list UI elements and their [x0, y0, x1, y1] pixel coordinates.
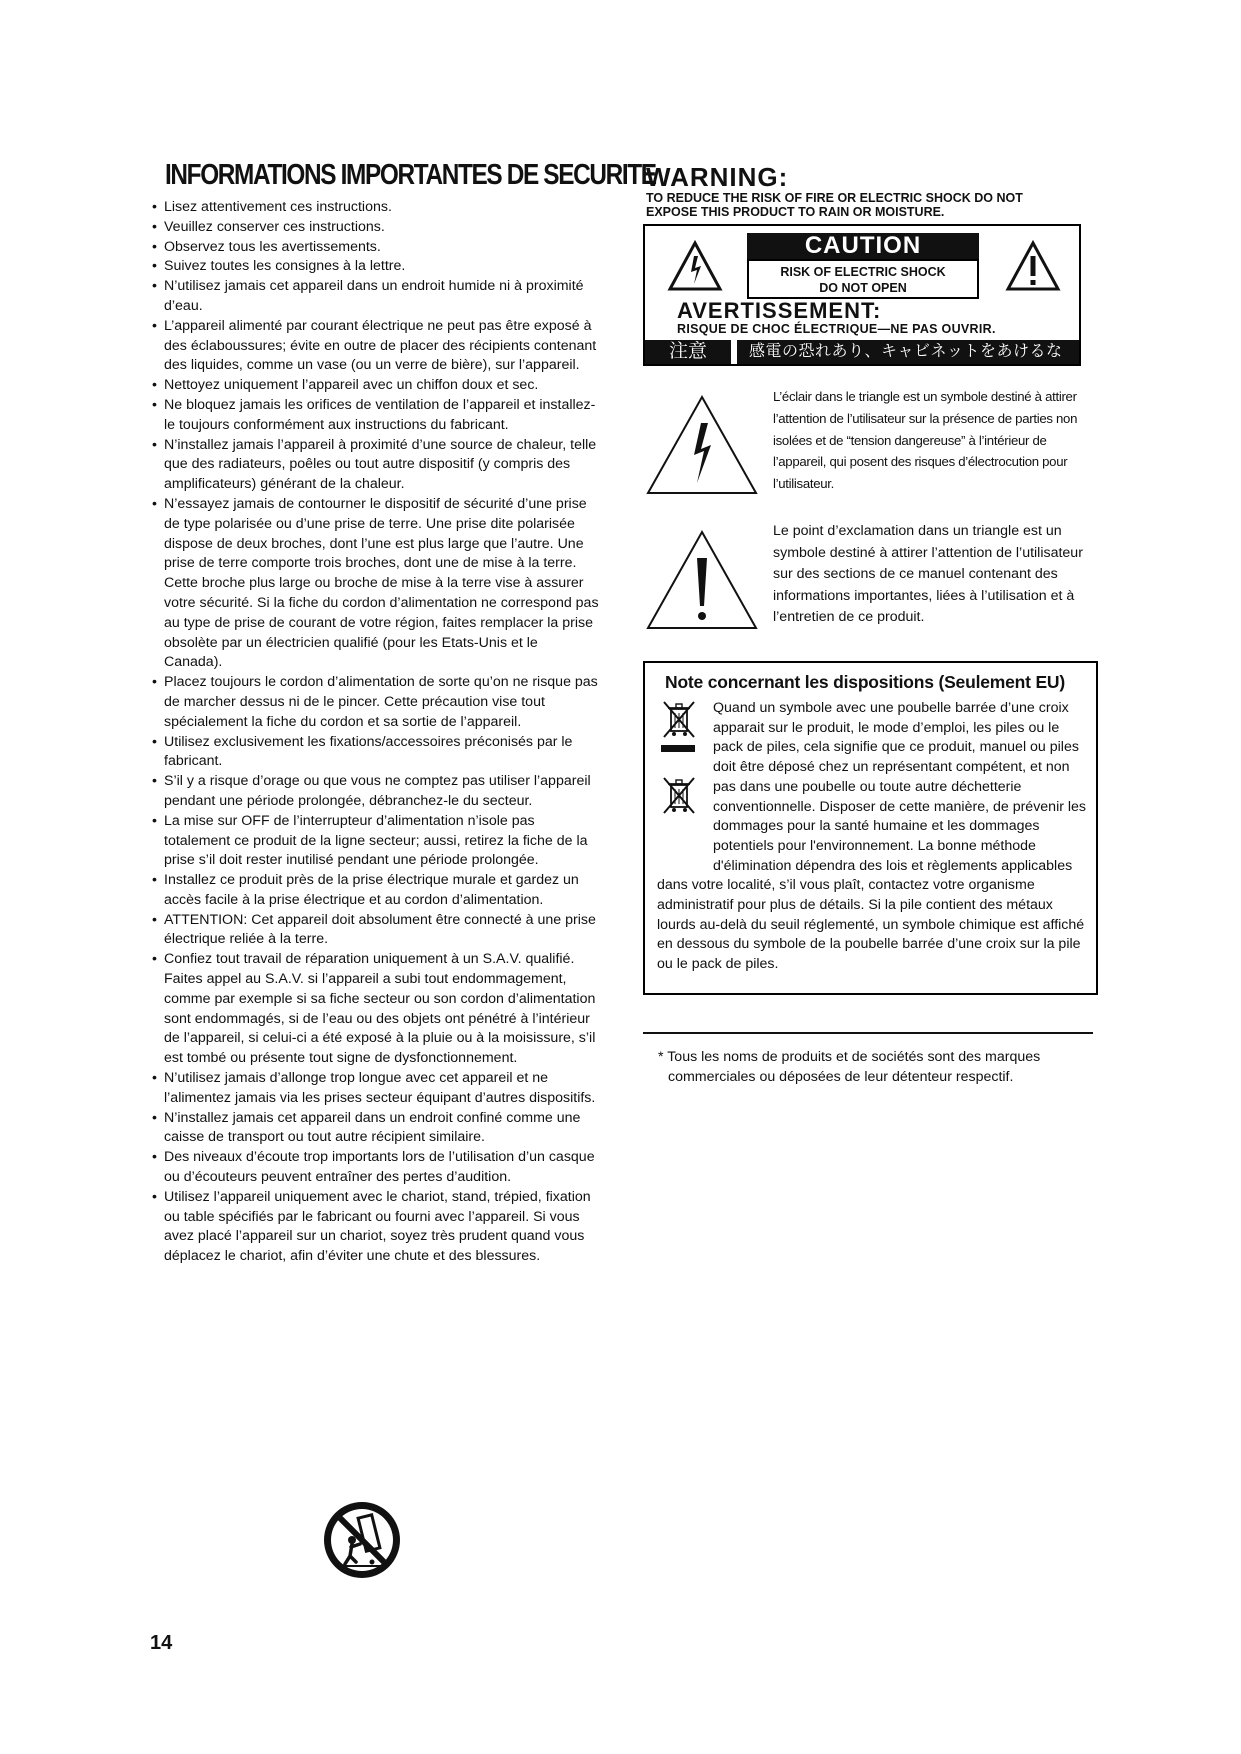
- exclamation-triangle-icon: [644, 528, 760, 632]
- list-item: • N’essayez jamais de contourner le dispositif de sécurité d’une prise de type polarisée ou d’une prise de terre. Une prise dite polarisée dispose de deux broches, dont l’une est plus large que l’autre. Une prise de terre comporte trois broches, dont une de mise à la terre. Cette broche plus large ou broche de mise à la terre vise à assurer votre sécurité. Si la fiche du cordon d’alimentation ne correspond pas au type de prise de courant de votre région, faites remplacer la prise obsolète par un électricien qualifié (pour les Etats-Unis et le Canada).: [152, 495, 600, 673]
- eu-disposal-note: [643, 661, 1098, 995]
- eu-note-text: Quand un symbole avec une poubelle barrée d’une croix apparait sur le produit, le mode d’emploi, les piles ou le pack de piles, cela signifie que ce produit, manuel ou piles doit être déposé chez un représentant compétent, et non pas dans une poubelle ou toute autre déchetterie conventionnelle. Disposer de cette manière, de prévenir les dommages pour la santé humaine et les dommages potentiels pour l'environnement. La bonne méthode d'élimination dépendra des lois et règlements applicables dans votre localité, s’il vous plaît, contactez votre organisme administratif pour plus de détails. Si la pile contient des métaux lourds au-delà du seuil réglementé, un symbole chimique est affiché en dessous du symbole de la poubelle barrée d’une croix sur la pile ou le pack de piles.: [657, 700, 1087, 973]
- japanese-label: 注意: [669, 341, 708, 362]
- exclamation-triangle-icon: [1005, 240, 1061, 292]
- warning-line-2: EXPOSE THIS PRODUCT TO RAIN OR MOISTURE.: [646, 205, 945, 219]
- japanese-warning-bar: [645, 340, 1079, 364]
- list-item: • N’installez jamais l’appareil à proximité d’une source de chaleur, telle que des radiateurs, poêles ou tout autre dispositif (y compris des amplificateurs) générant de la chaleur.: [152, 436, 600, 495]
- list-item: • Ne bloquez jamais les orifices de ventilation de l’appareil et installez-le toujours conformément aux instructions du fabricant.: [152, 396, 600, 436]
- caution-line-1: RISK OF ELECTRIC SHOCK: [780, 265, 946, 279]
- divider: [643, 1032, 1093, 1034]
- cart-warning-icon: [322, 1500, 402, 1580]
- list-item: • S’il y a risque d’orage ou que vous ne comptez pas utiliser l’appareil pendant une période prolongée, débranchez-le du secteur.: [152, 772, 600, 812]
- caution-panel: [747, 259, 979, 299]
- list-item: • Utilisez exclusivement les fixations/accessoires préconisés par le fabricant.: [152, 733, 600, 773]
- list-item: • N’utilisez jamais cet appareil dans un endroit humide ni à proximité d’eau.: [152, 277, 600, 317]
- list-item: • N’installez jamais cet appareil dans un endroit confiné comme une caisse de transport ou tout autre récipient similaire.: [152, 1109, 600, 1149]
- list-item: • Observez tous les avertissements.: [152, 238, 600, 258]
- avertissement-subtitle: RISQUE DE CHOC ÉLECTRIQUE—NE PAS OUVRIR.: [677, 322, 996, 336]
- list-item: • Confiez tout travail de réparation uniquement à un S.A.V. qualifié. Faites appel au S.A.V. si l’appareil a subi tout endommagement, comme par exemple si sa fiche secteur ou son cordon d’alimentation sont endommagés, si de l’eau ou des objets ont pénétré à l’intérieur de l’appareil, si celui-ci a été exposé à la pluie ou à la moisissure, s’il est tombé ou présente tout signe de dysfonctionnement.: [152, 950, 600, 1069]
- list-item: • Installez ce produit près de la prise électrique murale et gardez un accès facile à la prise électrique et au cordon d’alimentation.: [152, 871, 600, 911]
- lightning-triangle-icon: [667, 240, 723, 292]
- list-item: • Utilisez l’appareil uniquement avec le chariot, stand, trépied, fixation ou table spécifiés par le fabricant ou fourni avec l’appareil. Si vous avez placé l’appareil sur un chariot, soyez très prudent quand vous déplacez le chariot, afin d’éviter une chute et des blessures.: [152, 1188, 600, 1267]
- japanese-warning-text: 感電の恐れあり、キャビネットをあけるな: [749, 343, 1063, 360]
- page-number: 14: [150, 1632, 173, 1654]
- page-title: INFORMATIONS IMPORTANTES DE SECURITE: [165, 159, 656, 191]
- list-item: • Lisez attentivement ces instructions.: [152, 198, 600, 218]
- divider: [731, 340, 737, 364]
- list-item: • Nettoyez uniquement l’appareil avec un chiffon doux et sec.: [152, 376, 600, 396]
- list-item: • N’utilisez jamais d’allonge trop longue avec cet appareil et ne l’alimentez jamais via les prises secteur équipant d’autres dispositifs.: [152, 1069, 600, 1109]
- lightning-symbol-description: L’éclair dans le triangle est un symbole destiné à attirer l’attention de l’utilisateur sur la présence de parties non isolées et de “tension dangereuse” à l’intérieur de l’appareil, qui posent des risques d’électrocution pour l’utilisateur.: [773, 389, 1078, 492]
- list-item: • L’appareil alimenté par courant électrique ne peut pas être exposé à des éclaboussures; évite en outre de placer des récipients contenant des liquides, comme un vase (ou un verre de bière), sur l’appareil.: [152, 317, 600, 376]
- safety-instructions-list: [152, 198, 600, 1267]
- warning-text: [646, 191, 1086, 219]
- caution-line-2: DO NOT OPEN: [819, 281, 907, 295]
- exclamation-symbol-description: Le point d’exclamation dans un triangle est un symbole destiné à attirer l’attention de l’utilisateur sur des sections de ce manuel contenant des informations importantes, liées à l’utilisation et à l’entretien de ce produit.: [773, 523, 1083, 626]
- list-item: • Des niveaux d’écoute trop importants lors de l’utilisation d’un casque ou d’écouteurs peuvent entraîner des pertes d’audition.: [152, 1148, 600, 1188]
- trademark-footnote: * Tous les noms de produits et de sociétés sont des marques commerciales ou déposées de leur détenteur respectif.: [658, 1049, 1041, 1085]
- caution-label-box: [643, 224, 1081, 366]
- list-item: • La mise sur OFF de l’interrupteur d’alimentation n’isole pas totalement ce produit de la ligne secteur; aussi, retirez la fiche de la prise s’il doit rester inutilisé pendant une période prolongée.: [152, 812, 600, 871]
- list-item: • Veuillez conserver ces instructions.: [152, 218, 600, 238]
- list-item: • Suivez toutes les consignes à la lettre.: [152, 257, 600, 277]
- lightning-triangle-icon: [644, 393, 760, 497]
- avertissement-title: AVERTISSEMENT:: [677, 298, 882, 323]
- eu-note-body: [657, 699, 1089, 975]
- warning-heading: WARNING:: [646, 162, 789, 192]
- list-item: • Placez toujours le cordon d’alimentation de sorte qu’on ne risque pas de marcher dessus ni de le pincer. Cette précaution vise tout spécialement la fiche du cordon et sa sortie de l’appareil.: [152, 673, 600, 732]
- list-item: • ATTENTION: Cet appareil doit absolument être connecté à une prise électrique reliée à la terre.: [152, 911, 600, 951]
- warning-line-1: TO REDUCE THE RISK OF FIRE OR ELECTRIC SHOCK DO NOT: [646, 191, 1023, 205]
- eu-note-title: Note concernant les dispositions (Seulement EU): [665, 672, 1065, 692]
- caution-banner: CAUTION: [747, 233, 979, 259]
